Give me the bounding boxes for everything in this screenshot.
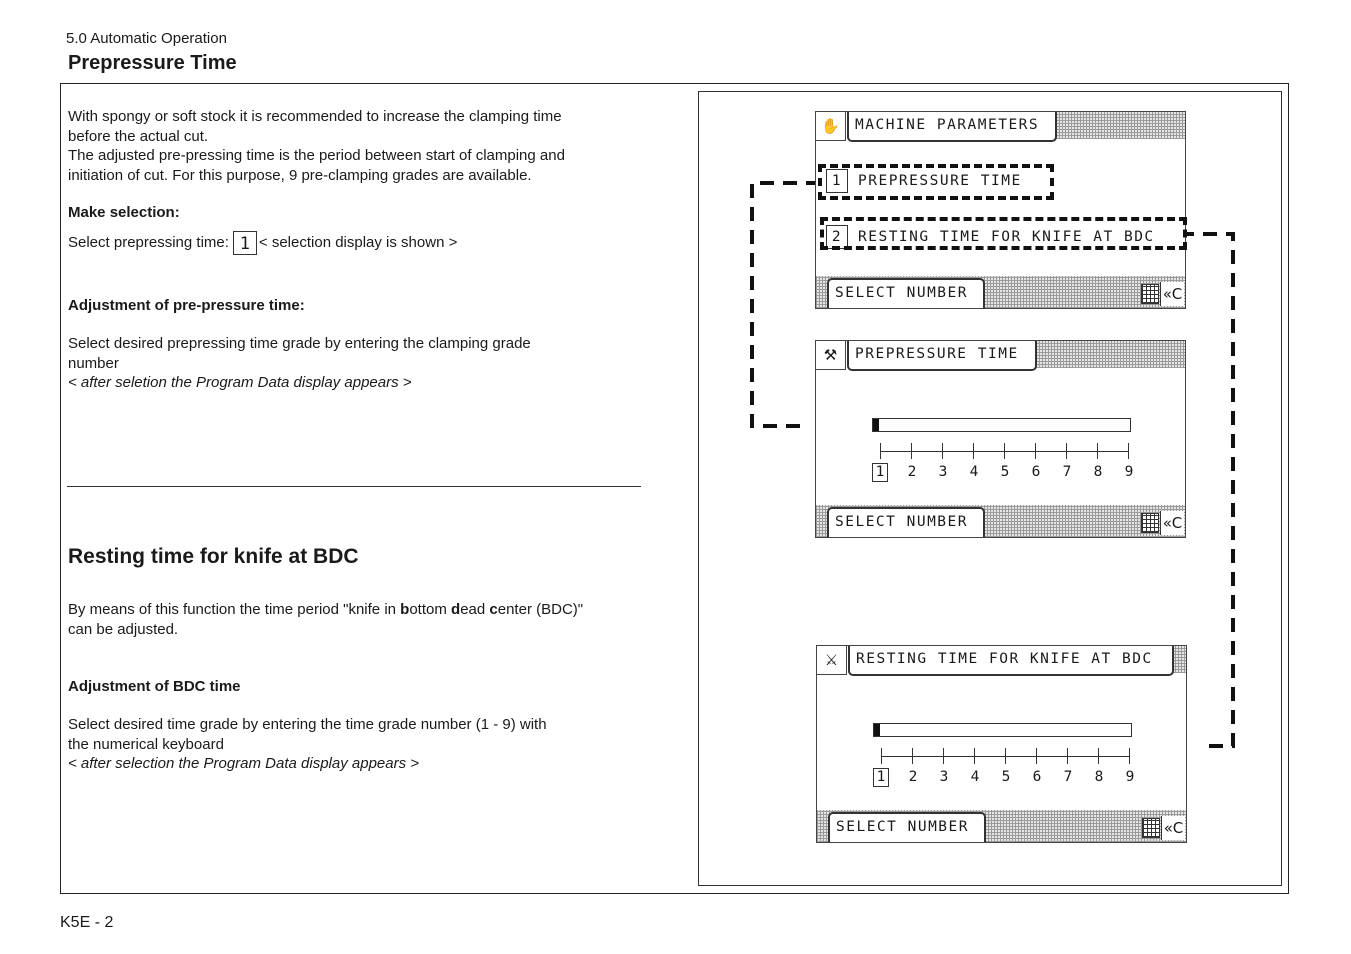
key-1-icon: 1: [233, 231, 257, 255]
intro-line: With spongy or soft stock it is recommended to increase the clamping time: [68, 108, 562, 125]
prepressure-scale: [872, 441, 1132, 491]
scale-tick: [942, 443, 943, 459]
screen-title: RESTING TIME FOR KNIFE AT BDC: [848, 646, 1174, 676]
scale-number-1[interactable]: 1: [873, 768, 889, 787]
scale-tick: [1128, 443, 1129, 459]
scale-tick: [1129, 748, 1130, 764]
bdc-bold-b: b: [400, 601, 410, 618]
adjust-paragraph: [68, 334, 628, 393]
select-suffix: < selection display is shown >: [258, 233, 458, 251]
scale-number-3[interactable]: 3: [938, 464, 948, 480]
bdc-adjust-paragraph: [68, 715, 668, 774]
bdc-intro-line: can be adjusted.: [68, 620, 179, 638]
scale-number-2[interactable]: 2: [907, 464, 917, 480]
menu-item-number: 2: [826, 225, 848, 249]
select-number-button[interactable]: SELECT NUMBER: [827, 278, 985, 308]
scale-tick: [1035, 443, 1036, 459]
select-prepressing-line: [68, 231, 668, 255]
clear-icon[interactable]: «C: [1161, 816, 1185, 840]
section-label: 5.0 Automatic Operation: [66, 30, 227, 47]
keypad-icon[interactable]: [1141, 513, 1159, 533]
scale-number-9[interactable]: 9: [1125, 769, 1135, 785]
clear-icon[interactable]: «C: [1160, 511, 1184, 535]
scale-tick: [881, 748, 882, 764]
scale-tick: [973, 443, 974, 459]
scale-number-7[interactable]: 7: [1062, 464, 1072, 480]
adjust-note: < after seletion the Program Data display appears >: [68, 374, 412, 391]
title-hatch: [1172, 646, 1186, 673]
bdc-bold-c: c: [489, 601, 498, 618]
scale-tick: [1098, 748, 1099, 764]
bdc-text: ead: [460, 601, 490, 618]
scale-tick: [974, 748, 975, 764]
level-fill: [874, 724, 880, 736]
menu-item-number: 1: [826, 169, 848, 193]
resting-time-screen: [816, 645, 1187, 843]
clear-icon[interactable]: «C: [1160, 282, 1184, 306]
adjust-line: number: [68, 354, 119, 372]
bdc-adjust-note: < after selection the Program Data display appears >: [68, 755, 420, 772]
intro-line: before the actual cut.: [68, 127, 209, 145]
intro-line: initiation of cut. For this purpose, 9 pre-clamping grades are available.: [68, 166, 532, 184]
scale-tick: [1067, 748, 1068, 764]
bdc-intro-paragraph: [68, 600, 668, 639]
title-hatch: [1036, 341, 1185, 368]
prepressure-screen: [815, 340, 1186, 538]
hand-icon: ✋: [816, 112, 846, 141]
bdc-text: ottom: [409, 601, 452, 618]
scale-tick: [911, 443, 912, 459]
scale-tick: [1036, 748, 1037, 764]
scale-number-3[interactable]: 3: [939, 769, 949, 785]
scale-tick: [943, 748, 944, 764]
press-icon: ⚒: [816, 341, 846, 370]
bdc-text: enter (BDC)": [497, 601, 584, 618]
bdc-text: By means of this function the time period "knife in: [68, 601, 401, 618]
page-number: K5E - 2: [60, 914, 114, 931]
scale-number-1[interactable]: 1: [872, 463, 888, 482]
bdc-intro-line: [68, 600, 668, 620]
level-fill: [873, 419, 879, 431]
scale-number-2[interactable]: 2: [908, 769, 918, 785]
scale-number-7[interactable]: 7: [1063, 769, 1073, 785]
resting-scale: [873, 746, 1133, 796]
keypad-icon[interactable]: [1141, 284, 1159, 304]
bdc-adjust-line: Select desired time grade by entering the time grade number (1 - 9) with: [68, 716, 547, 733]
bdc-adjust-line: the numerical keyboard: [68, 735, 224, 753]
section2-title: Resting time for knife at BDC: [68, 545, 359, 568]
scale-tick: [1005, 748, 1006, 764]
resting-level-bar: [873, 723, 1132, 737]
scale-number-8[interactable]: 8: [1093, 464, 1103, 480]
keypad-icon[interactable]: [1142, 818, 1160, 838]
scale-tick: [1066, 443, 1067, 459]
scale-number-8[interactable]: 8: [1094, 769, 1104, 785]
adjust-heading: Adjustment of pre-pressure time:: [68, 297, 305, 314]
scale-tick: [1004, 443, 1005, 459]
bdc-heading: Adjustment of BDC time: [68, 678, 241, 695]
highlight-resting-time: [820, 217, 1187, 250]
scale-number-5[interactable]: 5: [1000, 464, 1010, 480]
screen-title: PREPRESSURE TIME: [847, 341, 1037, 371]
screen-title: MACHINE PARAMETERS: [847, 112, 1057, 142]
bdc-bold-d: d: [451, 601, 461, 618]
highlight-prepressure: [818, 164, 1054, 200]
intro-line: The adjusted pre-pressing time is the period between start of clamping and: [68, 147, 565, 164]
scale-number-4[interactable]: 4: [969, 464, 979, 480]
select-number-button[interactable]: SELECT NUMBER: [827, 507, 985, 537]
select-number-button[interactable]: SELECT NUMBER: [828, 812, 986, 842]
adjust-line: Select desired prepressing time grade by entering the clamping grade: [68, 335, 531, 352]
scale-tick: [1097, 443, 1098, 459]
knife-icon: ⚔: [817, 646, 847, 675]
scale-number-9[interactable]: 9: [1124, 464, 1134, 480]
scale-tick: [880, 443, 881, 459]
scale-number-5[interactable]: 5: [1001, 769, 1011, 785]
page-title: Prepressure Time: [68, 52, 237, 74]
section-divider: [67, 486, 641, 487]
prepressure-level-bar: [872, 418, 1131, 432]
menu-item-label: RESTING TIME FOR KNIFE AT BDC: [858, 229, 1155, 245]
make-selection-heading: Make selection:: [68, 204, 180, 221]
scale-number-4[interactable]: 4: [970, 769, 980, 785]
scale-number-6[interactable]: 6: [1032, 769, 1042, 785]
machine-parameters-screen: [815, 111, 1186, 309]
scale-number-6[interactable]: 6: [1031, 464, 1041, 480]
intro-paragraph: [68, 107, 628, 185]
menu-item-label: PREPRESSURE TIME: [858, 173, 1022, 189]
select-prefix: Select prepressing time:: [68, 233, 229, 251]
title-hatch: [1056, 112, 1185, 139]
scale-tick: [912, 748, 913, 764]
